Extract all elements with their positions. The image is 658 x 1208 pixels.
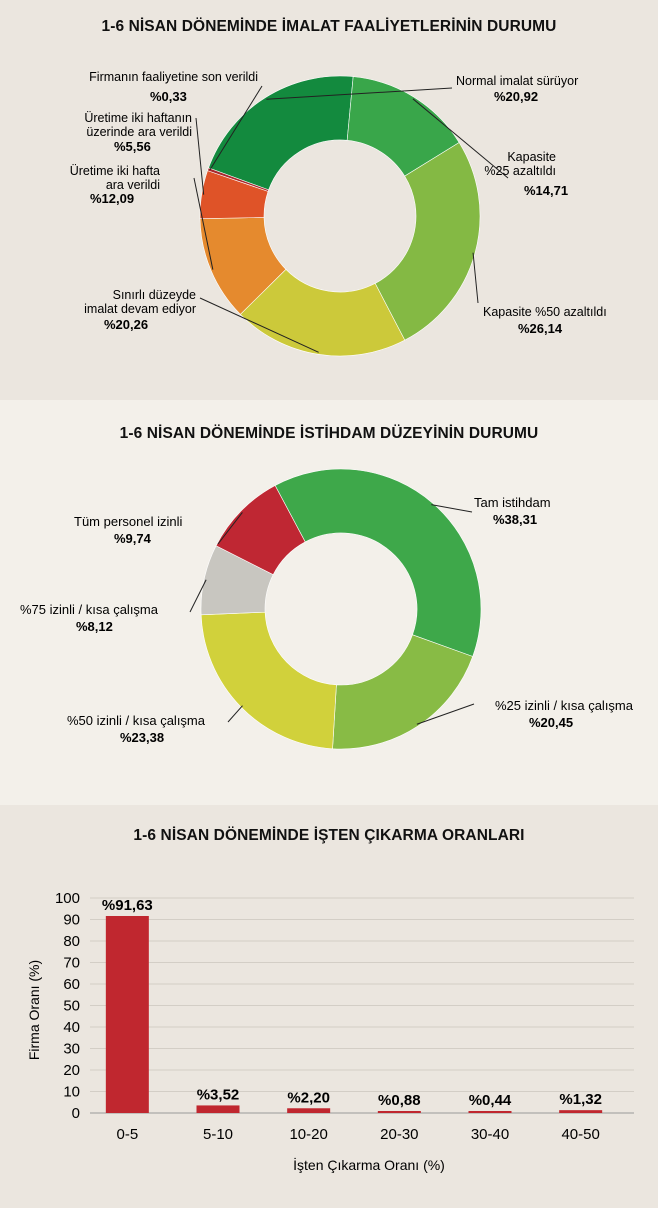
layoffs-bar-chart xyxy=(0,805,658,1208)
m-label-2: Kapasite %50 azaltıldı xyxy=(483,305,607,319)
e-value-2: %23,38 xyxy=(120,730,165,745)
ytick-label-5: 50 xyxy=(63,997,80,1015)
bar-value-label-0: %91,63 xyxy=(101,896,153,914)
e-value-3: %8,12 xyxy=(76,619,113,634)
layoffs-ylabel: Firma Oranı (%) xyxy=(26,959,42,1061)
layoffs-panel xyxy=(0,805,658,1208)
xtick-label-1: 5-10 xyxy=(202,1126,234,1143)
m-slice-2 xyxy=(375,143,480,341)
e-label-1: %25 izinli / kısa çalışma xyxy=(495,698,633,713)
m-leader-2 xyxy=(473,253,478,303)
employment-panel xyxy=(0,400,658,805)
m-label-6: Firmanın faaliyetine son verildi xyxy=(89,70,258,84)
manufacturing-title: 1-6 NİSAN DÖNEMİNDE İMALAT FAALİYETLERİNİN DURUMU xyxy=(101,18,557,35)
xtick-label-5: 40-50 xyxy=(561,1126,600,1143)
bar-value-label-4: %0,44 xyxy=(468,1092,512,1109)
bar-1 xyxy=(197,1105,240,1113)
e-label-4: Tüm personel izinli xyxy=(74,514,183,529)
m-value-6: %0,33 xyxy=(150,89,187,104)
bar-value-label-1: %3,52 xyxy=(196,1086,240,1104)
m-label-5: Üretime iki haftanın üzerinde ara verildi xyxy=(84,111,192,139)
manufacturing-panel xyxy=(0,0,658,400)
bar-0 xyxy=(106,916,149,1113)
bar-2 xyxy=(287,1108,330,1113)
ytick-label-6: 60 xyxy=(63,976,80,993)
m-value-5: %5,56 xyxy=(114,139,151,154)
m-label-0: Normal imalat sürüyor xyxy=(456,74,579,88)
bar-value-label-2: %2,20 xyxy=(287,1089,330,1107)
e-label-2: %50 izinli / kısa çalışma xyxy=(67,713,205,728)
e-label-3: %75 izinli / kısa çalışma xyxy=(20,602,158,617)
e-slice-1 xyxy=(333,635,473,749)
m-value-1: %14,71 xyxy=(524,183,569,198)
m-leader-5 xyxy=(196,118,204,195)
m-value-3: %20,26 xyxy=(104,317,149,332)
xtick-label-2: 10-20 xyxy=(289,1126,328,1143)
e-slice-0 xyxy=(275,469,481,657)
ytick-label-0: 0 xyxy=(71,1105,80,1122)
e-value-0: %38,31 xyxy=(493,512,538,527)
m-slice-0 xyxy=(209,76,354,190)
m-value-0: %20,92 xyxy=(494,89,539,104)
m-label-3: Sınırlı düzeyde imalat devam ediyor xyxy=(84,288,196,316)
m-value-4: %12,09 xyxy=(90,191,135,206)
bar-3 xyxy=(378,1111,421,1113)
employment-title: 1-6 NİSAN DÖNEMİNDE İSTİHDAM DÜZEYİNİN DURUMU xyxy=(119,425,539,442)
ytick-label-9: 90 xyxy=(63,911,80,929)
ytick-label-4: 40 xyxy=(63,1019,80,1036)
e-label-0: Tam istihdam xyxy=(474,495,551,510)
layoffs-xlabel: İşten Çıkarma Oranı (%) xyxy=(293,1157,445,1173)
xtick-label-0: 0-5 xyxy=(116,1126,139,1143)
employment-donut-chart xyxy=(0,400,658,805)
xtick-label-3: 20-30 xyxy=(380,1126,419,1143)
ytick-label-1: 10 xyxy=(63,1083,80,1101)
xtick-label-4: 30-40 xyxy=(470,1126,510,1143)
layoffs-title: 1-6 NİSAN DÖNEMİNDE İŞTEN ÇIKARMA ORANLARI xyxy=(133,827,525,844)
m-label-4: Üretime iki hafta ara verildi xyxy=(69,164,160,192)
e-leader-2 xyxy=(228,706,242,722)
ytick-label-3: 30 xyxy=(63,1040,80,1058)
m-value-2: %26,14 xyxy=(518,321,563,336)
ytick-label-8: 80 xyxy=(63,933,80,950)
e-value-1: %20,45 xyxy=(529,715,574,730)
ytick-label-7: 70 xyxy=(63,954,80,972)
ytick-label-2: 20 xyxy=(63,1062,80,1079)
bar-value-label-3: %0,88 xyxy=(378,1092,421,1109)
e-value-4: %9,74 xyxy=(114,531,151,546)
bar-5 xyxy=(559,1110,602,1113)
m-label-1: Kapasite %25 azaltıldı xyxy=(484,150,556,178)
e-slice-2 xyxy=(201,612,336,749)
bar-value-label-5: %1,32 xyxy=(559,1091,602,1109)
ytick-label-10: 100 xyxy=(54,890,80,907)
bar-4 xyxy=(469,1111,512,1113)
manufacturing-donut-chart xyxy=(0,0,658,400)
